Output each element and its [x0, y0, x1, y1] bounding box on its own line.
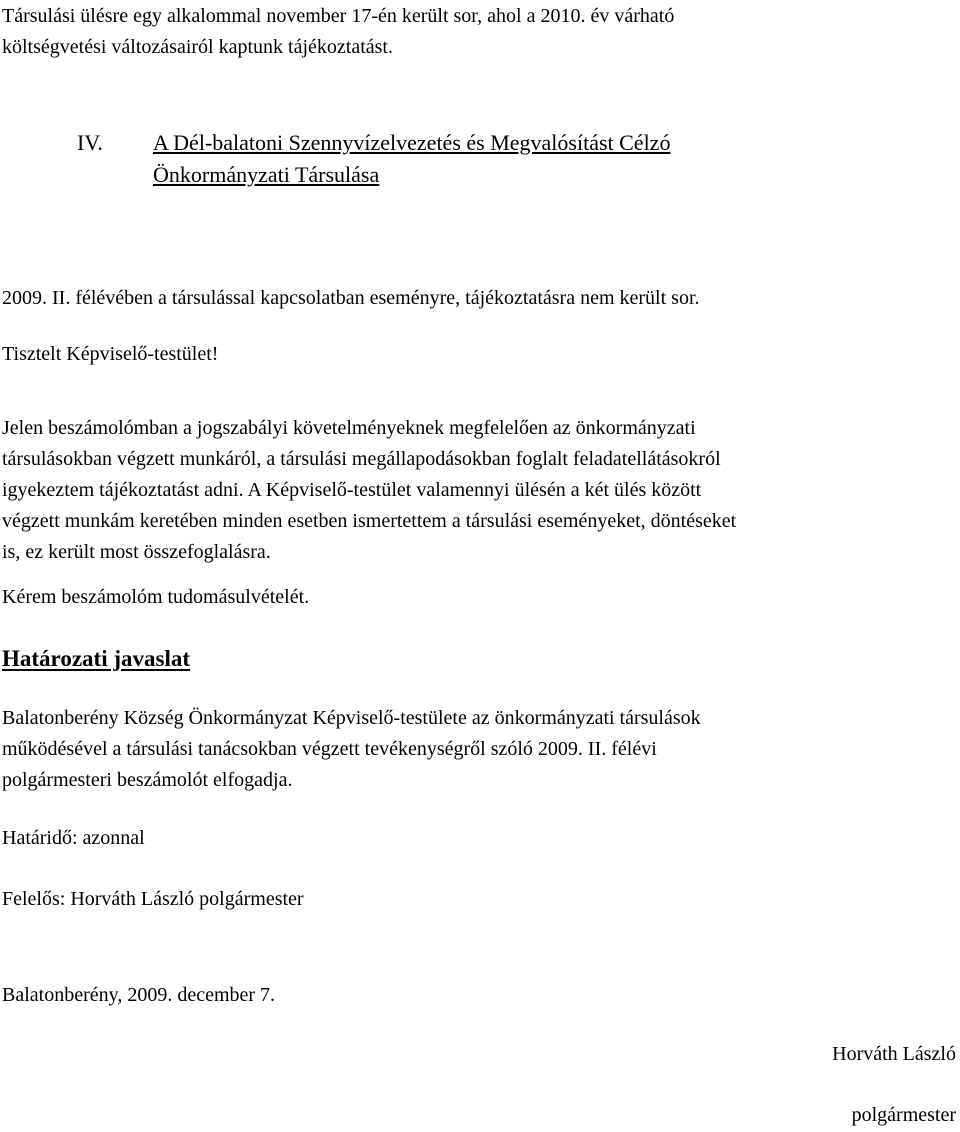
deadline: Határidő: azonnal	[2, 827, 145, 849]
report-line-1: Jelen beszámolómban a jogszabályi követelményeknek megfelelően az önkormányzati	[2, 417, 696, 439]
report-paragraph	[2, 413, 736, 568]
section-title	[153, 127, 670, 191]
section-title-line-1: A Dél-balatoni Szennyvízelvezetés és Megvalósítást Célzó	[153, 130, 671, 155]
salutation: Tisztelt Képviselő-testület!	[2, 343, 219, 365]
responsible-person: Felelős: Horváth László polgármester	[2, 888, 304, 910]
intro-line-2: költségvetési változásairól kaptunk tájékoztatást.	[2, 36, 393, 58]
resolution-line-3: polgármesteri beszámolót elfogadja.	[2, 769, 293, 791]
intro-paragraph	[2, 1, 674, 63]
resolution-paragraph	[2, 703, 701, 796]
place-date: Balatonberény, 2009. december 7.	[2, 984, 276, 1006]
report-line-2: társulásokban végzett munkáról, a társulási megállapodásokban foglalt feladatellátásokról	[2, 448, 721, 470]
resolution-heading: Határozati javaslat	[2, 646, 191, 671]
resolution-line-1: Balatonberény Község Önkormányzat Képviselő-testülete az önkormányzati társulások	[2, 707, 701, 729]
intro-line-1: Társulási ülésre egy alkalommal november 17-én került sor, ahol a 2010. év várható	[2, 5, 675, 27]
section-title-line-2: Önkormányzati Társulása	[153, 162, 380, 187]
report-line-3: igyekeztem tájékoztatást adni. A Képviselő-testület valamennyi ülésén a két ülés között	[2, 479, 702, 501]
section-number: IV.	[77, 130, 103, 155]
report-line-5: is, ez került most összefoglalásra.	[2, 541, 271, 563]
section-note: 2009. II. félévében a társulással kapcsolatban eseményre, tájékoztatásra nem került sor.	[2, 287, 700, 309]
request-line: Kérem beszámolóm tudomásulvételét.	[2, 586, 310, 608]
signer-title: polgármester	[851, 1104, 956, 1126]
signer-name: Horváth László	[832, 1043, 956, 1065]
report-line-4: végzett munkám keretében minden esetben ismertettem a társulási eseményeket, döntéseket	[2, 510, 737, 532]
resolution-line-2: működésével a társulási tanácsokban végzett tevékenységről szóló 2009. II. félévi	[2, 738, 657, 760]
